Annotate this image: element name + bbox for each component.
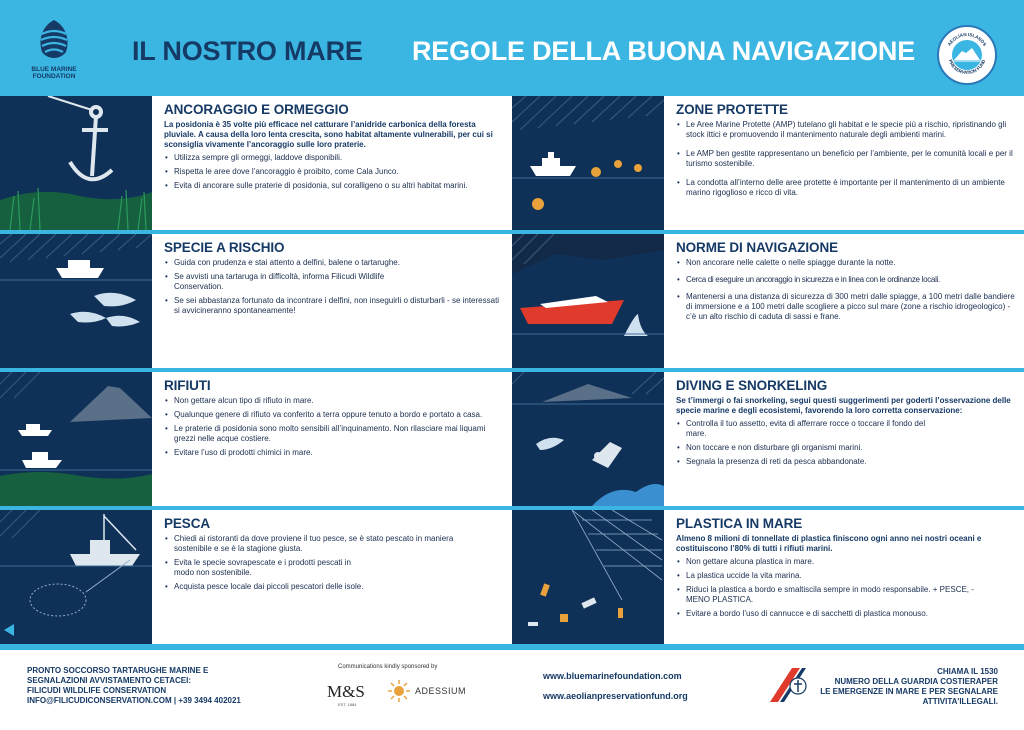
- section-title: PESCA: [164, 516, 211, 531]
- section-title: ANCORAGGIO E ORMEGGIO: [164, 102, 349, 117]
- sun-icon: [388, 680, 410, 702]
- header-banner: [0, 0, 1024, 96]
- badge-text-top: AEOLIAN ISLANDS: [946, 31, 988, 47]
- logo-text: BLUE MARINE FOUNDATION: [31, 66, 77, 80]
- list-item: • La condotta all’interno delle aree protette è importante per il mantenimento di un ambiente marino rigoglioso e ricco di vita.: [676, 178, 1016, 198]
- list-item: • Non gettare alcuna plastica in mare.: [676, 557, 1016, 567]
- diver-illustration: [512, 372, 664, 506]
- list-item: • Le AMP ben gestite rappresentano un beneficio per l’ambiente, per le comunità locali e per il turismo sostenibile.: [676, 149, 1016, 169]
- list-item: • Evita le specie sovrapescate e i prodotti pescati in modo non sostenibile.: [164, 558, 354, 578]
- bullet-list: [164, 534, 504, 592]
- title-left: IL NOSTRO MARE: [132, 36, 363, 66]
- bullet-list: [676, 120, 1016, 198]
- whale-illustration: [0, 234, 152, 368]
- list-item: • Evitare l’uso di prodotti chimici in mare.: [164, 448, 504, 458]
- section-ancoraggio: [0, 96, 512, 230]
- section-title: PLASTICA IN MARE: [676, 516, 803, 531]
- section-specie: [0, 234, 512, 368]
- bullet-list: [164, 258, 504, 316]
- section-title: SPECIE A RISCHIO: [164, 240, 285, 255]
- list-item: • Cerca di eseguire un ancoraggio in sicurezza e in linea con le ordinanze locali.: [676, 275, 1016, 285]
- protected-zone-illustration: [512, 96, 664, 230]
- speedboat-illustration: [512, 234, 664, 368]
- list-item: • Rispetta le aree dove l’ancoraggio è proibito, come Cala Junco.: [164, 167, 504, 177]
- section-pesca: [0, 510, 512, 644]
- list-item: • Chiedi ai ristoranti da dove proviene il tuo pesce, se è stato pescato in maniera sostenibile e se è la stagione giusta.: [164, 534, 454, 554]
- bullet-list: [676, 258, 1016, 322]
- list-item: • Controlla il tuo assetto, evita di afferrare rocce o toccare il fondo del mare.: [676, 419, 926, 439]
- coast-guard-contact: CHIAMA IL 1530 NUMERO DELLA GUARDIA COSTIERAPER LE EMERGENZE IN MARE E PER SEGNALARE ATTIVITA'ILLEGALI.: [820, 667, 998, 706]
- list-item: • Evita di ancorare sulle praterie di posidonia, sul coralligeno o su altri habitat marini.: [164, 181, 504, 191]
- turtle-rescue-contact: PRONTO SOCCORSO TARTARUGHE MARINE E SEGNALAZIONI AVVISTAMENTO CETACEI: FILICUDI WILDLIFE CONSERVATION INFO@FILICUDICONSERVATION.COM | +39 3494 402021: [27, 666, 241, 705]
- list-item: • Segnala la presenza di reti da pesca abbandonate.: [676, 457, 1016, 467]
- ms-logo: M&S: [327, 682, 365, 701]
- section-intro: Almeno 8 milioni di tonnellate di plastica finiscono ogni anno nei nostri oceani e costituiscono l’80% di tutti i rifiuti marini.: [676, 534, 982, 553]
- list-item: • Guida con prudenza e stai attento a delfini, balene o tartarughe.: [164, 258, 504, 268]
- bullet-list: [164, 396, 504, 458]
- bullet-list: [676, 557, 1016, 619]
- section-zone-protette: [512, 96, 1024, 230]
- footer: [0, 652, 1024, 730]
- list-item: • Acquista pesce locale dai piccoli pescatori delle isole.: [164, 582, 504, 592]
- list-item: • Utilizza sempre gli ormeggi, laddove disponibili.: [164, 153, 504, 163]
- anchor-illustration: [0, 96, 152, 230]
- list-item: • Qualunque genere di rifiuto va conferito a terra oppure tenuto a bordo e portato a casa.: [164, 410, 484, 420]
- list-item: • Non toccare e non disturbare gli organismi marini.: [676, 443, 1016, 453]
- section-title: DIVING E SNORKELING: [676, 378, 828, 393]
- bullet-list: [164, 153, 504, 191]
- badge-text-bottom: PRESERVATION FUND: [947, 58, 987, 76]
- aeolian-badge-logo: [937, 25, 997, 85]
- section-title: RIFIUTI: [164, 378, 211, 393]
- adessium-logo: [388, 680, 466, 702]
- plastic-illustration: [512, 510, 664, 644]
- volcano-icon: [939, 27, 995, 83]
- adessium-text: ADESSIUM: [415, 686, 467, 696]
- list-item: • Evitare a bordo l’uso di cannucce e di sacchetti di plastica monouso.: [676, 609, 1016, 619]
- list-item: • Mantenersi a una distanza di sicurezza di 300 metri dalle spiagge, a 100 metri dalle bandiere di immersione e a 100 metri dalle scogliere a picco sul mare (zone a rischio idrogeologico) - c’è un alto rischio di caduta di sassi e frane.: [676, 292, 1016, 322]
- section-title: ZONE PROTETTE: [676, 102, 788, 117]
- list-item: • Non gettare alcun tipo di rifiuto in mare.: [164, 396, 504, 406]
- section-intro: La posidonia è 35 volte più efficace nel catturare l’anidride carbonica della foresta pluviale. A causa della loro lenta crescita, sono habitat altamente vulnerabili, per cui si sconsiglia vivamente l’ancoraggio sulle loro praterie.: [164, 120, 493, 149]
- fishing-illustration: [0, 510, 152, 644]
- divider: [0, 644, 1024, 650]
- section-plastica: [512, 510, 1024, 644]
- section-title: NORME DI NAVIGAZIONE: [676, 240, 839, 255]
- wave-logo-icon: [34, 18, 74, 64]
- ms-logo-sub: EST. 1884: [338, 702, 357, 707]
- section-diving: [512, 372, 1024, 506]
- list-item: • Le praterie di posidonia sono molto sensibili all’inquinamento. Non rilasciare mai liquami grezzi nelle acque costiere.: [164, 424, 504, 444]
- url-aeolian[interactable]: www.aeolianpreservationfund.org: [543, 691, 688, 701]
- section-norme: [512, 234, 1024, 368]
- list-item: • Se sei abbastanza fortunato da incontrare i delfini, non inseguirli o disturbarli - se interessati si avvicineranno spontaneamente!: [164, 296, 504, 316]
- url-bluemarine[interactable]: www.bluemarinefoundation.com: [543, 671, 682, 681]
- sponsor-label: Communications kindly sponsored by: [338, 664, 438, 670]
- list-item: • Riduci la plastica a bordo e smaltiscila sempre in modo responsabile. + PESCE, - MENO PLASTICA.: [676, 585, 976, 605]
- section-intro: Se t’immergi o fai snorkeling, segui questi suggerimenti per goderti l’osservazione delle specie marine e degli ecosistemi, favorendo la loro corretta conservazione:: [676, 396, 1011, 415]
- blue-marine-logo: [24, 18, 84, 92]
- bullet-list: [676, 419, 1016, 467]
- list-item: • La plastica uccide la vita marina.: [676, 571, 1016, 581]
- section-rifiuti: [0, 372, 512, 506]
- waste-illustration: [0, 372, 152, 506]
- list-item: • Se avvisti una tartaruga in difficoltà, informa Filicudi Wildlife Conservation.: [164, 272, 404, 292]
- list-item: • Le Aree Marine Protette (AMP) tutelano gli habitat e le specie più a rischio, ripristinando gli stock ittici e promuovendo il mantenimento naturale degli ambienti marini.: [676, 120, 1016, 140]
- list-item: • Non ancorare nelle calette o nelle spiagge durante la notte.: [676, 258, 1016, 268]
- title-right: REGOLE DELLA BUONA NAVIGAZIONE: [412, 36, 916, 66]
